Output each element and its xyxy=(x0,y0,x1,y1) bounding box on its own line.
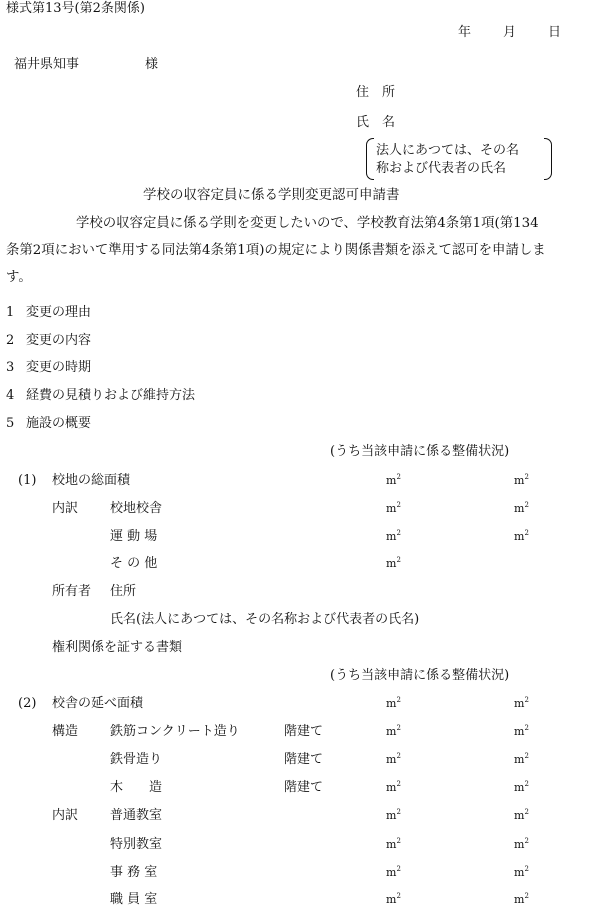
building-total-floor-area: 校舎の延べ面積 xyxy=(52,696,144,711)
building-number: (2) xyxy=(18,696,37,711)
unit-m2: $m^2$ xyxy=(386,865,401,879)
owner-label: 所有者 xyxy=(52,584,92,599)
unit-m2: $m^2$ xyxy=(386,808,401,822)
land-row: 運 動 場 xyxy=(110,529,158,544)
land-row: そ の 他 xyxy=(110,556,158,571)
rights-documents: 権利関係を証する書類 xyxy=(52,640,183,655)
owner-address: 住所 xyxy=(110,584,137,599)
honorific: 様 xyxy=(145,57,159,72)
unit-m2: $m^2$ xyxy=(386,501,401,515)
item-number: 3 xyxy=(6,360,15,375)
item-number: 5 xyxy=(6,416,15,431)
bracket-right xyxy=(544,138,552,180)
item-number: 1 xyxy=(6,305,15,320)
date-day: 日 xyxy=(548,25,562,40)
room-row: 普通教室 xyxy=(110,808,163,823)
item-number: 2 xyxy=(6,333,15,348)
date-month: 月 xyxy=(503,25,517,40)
floors-label: 階建て xyxy=(284,752,324,767)
land-row: 校地校舎 xyxy=(110,501,163,516)
note-line2: 称および代表者の氏名 xyxy=(376,161,507,176)
body-paragraph xyxy=(6,210,584,291)
structure-row: 木 造 xyxy=(110,780,163,795)
unit-m2: $m^2$ xyxy=(514,724,529,738)
unit-m2: $m^2$ xyxy=(514,752,529,766)
owner-name: 氏名(法人にあつては、その名称および代表者の氏名) xyxy=(110,612,420,627)
unit-m2: $m^2$ xyxy=(386,556,401,570)
unit-m2: $m^2$ xyxy=(514,865,529,879)
room-row: 特別教室 xyxy=(110,837,163,852)
document-title: 学校の収容定員に係る学則変更認可申請書 xyxy=(143,187,400,203)
item-number: 4 xyxy=(6,388,15,403)
unit-m2: $m^2$ xyxy=(386,837,401,851)
applicant-note xyxy=(366,138,552,178)
unit-m2: $m^2$ xyxy=(386,473,401,487)
unit-m2: $m^2$ xyxy=(514,892,529,906)
unit-m2: $m^2$ xyxy=(386,780,401,794)
room-row: 事 務 室 xyxy=(110,865,158,880)
unit-m2: $m^2$ xyxy=(514,501,529,515)
form-number: 様式第13号(第2条関係) xyxy=(6,1,145,16)
unit-m2: $m^2$ xyxy=(386,752,401,766)
name-label: 氏 名 xyxy=(356,115,396,130)
unit-m2: $m^2$ xyxy=(514,808,529,822)
bracket-left xyxy=(366,138,374,180)
unit-m2: $m^2$ xyxy=(514,837,529,851)
item-timing: 変更の時期 xyxy=(26,360,92,375)
item-costs: 経費の見積りおよび維持方法 xyxy=(26,388,196,403)
unit-m2: $m^2$ xyxy=(514,473,529,487)
note-line1: 法人にあつては、その名 xyxy=(376,143,520,158)
structure-label: 構造 xyxy=(52,724,79,739)
room-row: 職 員 室 xyxy=(110,892,158,907)
item-facilities: 施設の概要 xyxy=(26,416,92,431)
body-line3: す。 xyxy=(6,270,32,285)
unit-m2: $m^2$ xyxy=(386,892,401,906)
body-line1: 学校の収容定員に係る学則を変更したいので、学校教育法第4条第1項(第134 xyxy=(76,216,539,231)
date-year: 年 xyxy=(458,25,472,40)
floors-label: 階建て xyxy=(284,724,324,739)
unit-m2: $m^2$ xyxy=(514,696,529,710)
item-content: 変更の内容 xyxy=(26,333,92,348)
unit-m2: $m^2$ xyxy=(386,696,401,710)
unit-m2: $m^2$ xyxy=(514,529,529,543)
status-note: (うち当該申請に係る整備状況) xyxy=(330,668,510,683)
body-line2: 条第2項において準用する同法第4条第1項)の規定により関係書類を添えて認可を申請しま xyxy=(6,243,546,258)
structure-row: 鉄筋コンクリート造り xyxy=(110,724,240,739)
structure-row: 鉄骨造り xyxy=(110,752,163,767)
land-total-area: 校地の総面積 xyxy=(52,473,131,488)
floors-label: 階建て xyxy=(284,780,324,795)
address-label: 住 所 xyxy=(356,85,396,100)
item-reason: 変更の理由 xyxy=(26,305,92,320)
unit-m2: $m^2$ xyxy=(514,780,529,794)
unit-m2: $m^2$ xyxy=(386,529,401,543)
land-breakdown-label: 内訳 xyxy=(52,501,79,516)
land-number: (1) xyxy=(18,473,37,488)
addressee: 福井県知事 xyxy=(14,57,80,72)
status-note: (うち当該申請に係る整備状況) xyxy=(330,444,510,459)
rooms-breakdown-label: 内訳 xyxy=(52,808,79,823)
unit-m2: $m^2$ xyxy=(386,724,401,738)
